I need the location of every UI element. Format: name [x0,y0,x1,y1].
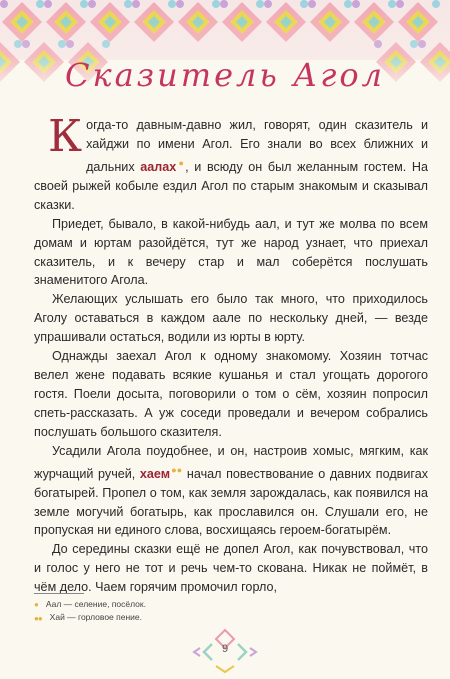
footnote-divider [34,593,84,594]
footnote-1-marker: ● [34,600,38,610]
footnotes [34,598,146,625]
footnote-2-text: Хай — горловое пение. [49,612,142,623]
gloss-word-aalah: аалах [140,160,177,174]
paragraph-3: Желающих услышать его было так много, что приходилось Аголу оставаться в каждом аале по нескольку дней, — везде упрашивали остаться, водили из юрты в юрту. [34,292,428,345]
footnote-2-marker: ●● [34,613,42,623]
paragraph-2: Приедет, бывало, в какой-нибудь аал, и тут же молва по всем домам и юртам разойдётся, тут же народ узнает, что приехал сказитель, и к вечеру стар и мал соберётся послушать знаменитого Агола. [34,216,428,288]
footnote-marker-2: ●● [170,464,183,475]
paragraph-4: Однажды заехал Агол к одному знакомому. Хозяин тотчас велел жене подавать всякие кушанья и стал угощать дорогого гостя. Поели досыта, поговорили о том о сём, хозяин попросил спеть-рассказать. А уж соседи проведали и вечером собрались послушать большого сказителя. [34,349,428,439]
drop-cap: К [48,111,83,162]
footnote-1 [34,598,146,611]
footnote-1-text: Аал — селение, посёлок. [45,599,146,609]
page-title: Сказитель Агол [64,56,386,94]
paragraph-1 [34,111,428,215]
story-text [34,111,429,597]
paragraph-5 [34,442,428,541]
paragraph-5-text-b: начал повествование о давних подвигах богатырей. Пропел о том, как земля зарождалась, как появился на земле могучий богатырь, как прославился он. Слушали его, не пропуская ни единого слова, восхищаясь героем-богатырём. [34,466,429,538]
page-number-ornament [190,626,260,674]
paragraph-1-text-a: огда-то давным-давно жил, говорят, один сказитель и хайджи по имени Агол. Его знали во всех ближних и дальних [86,118,428,174]
paragraph-6: До середины сказки ещё не допел Агол, как почувствовал, что и голос у него не тот и речь чем-то скована. Никак не поймёт, в чём дело. Чаем горячим промочил горло, [34,542,428,595]
paragraph-5-text-a: Усадили Агола поудобнее, и он, настроив хомыс, мягким, как журчащий ручей, [34,443,428,481]
paragraph-1-text-b: , и всюду он был желанным гостем. На своей рыжей кобыле ездил Агол по старым знакомым и сказывал сказки. [34,160,428,212]
footnote-marker-1: ● [176,157,186,168]
gloss-word-haem: хаем [139,466,171,481]
footnote-2 [34,611,146,624]
page-number: 9 [221,643,229,655]
